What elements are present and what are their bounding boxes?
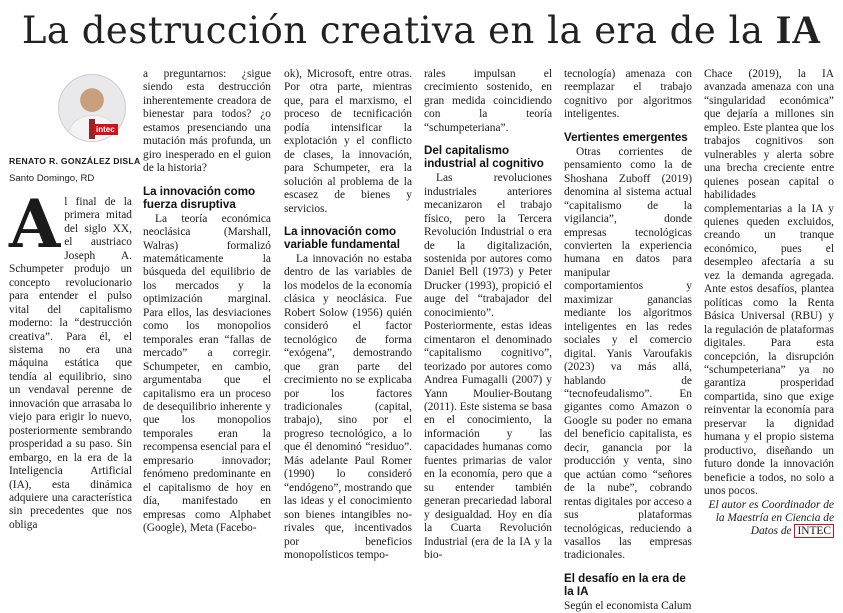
column-6 xyxy=(704,68,834,539)
paragraph: La teoría económica neoclásica (Marshall, Walras) formalizó matemáticamente la búsqueda del equilibrio de los mercados y la optimización marginal. Para ellos, las desviaciones como los monopolios temporales eran “fallas de mercado” a corregir. Schumpeter, en cambio, argumentaba que el capitalismo era un proceso de desequilibrio inherente y que los monopolios temporales eran la recompensa esencial para el empresario innovador; fenómeno predominante en el capitalismo de hoy en día, manifestado en empresas como Alphabet (Google), Meta (Facebo- xyxy=(143,212,271,535)
author-name: RENATO R. GONZÁLEZ DISLA xyxy=(9,156,141,166)
paragraph: ok), Microsoft, entre otras. Por otra parte, mientras que, para el marxismo, el proceso de tecnificación podía intensificar la explotación y el conflicto de clases, la innovación, para Schumpeter, era la solución al problema de la escasez de bienes y servicios. xyxy=(284,68,412,215)
author-credit xyxy=(704,499,834,539)
paragraph: l final de la primera mitad del siglo XX, el austriaco Joseph A. Schumpeter produjo un concepto revolucionario para entender el pulso vital del capitalismo moderno: la “destrucción creativa”. Para él, el sistema no era una máquina estática que tendía al equilibrio, sino un vendaval perenne de innovación que arrasaba lo viejo para erigir lo nuevo, posteriormente sembrando prosperidad a su paso. Sin embargo, en la era de la Inteligencia Artificial (IA), esta dinámica adquiere una característica sin precedentes que nos obliga xyxy=(9,196,132,531)
headline-emphasis: IA xyxy=(775,7,822,52)
headline xyxy=(0,6,843,53)
intec-tag: intec xyxy=(93,124,118,135)
headline-text: La destrucción creativa en la era de la xyxy=(21,9,764,52)
dateline: Santo Domingo, RD xyxy=(9,173,95,184)
paragraph: La innovación no estaba dentro de las variables de los modelos de la economía clásica y neoclásica. Fue Robert Solow (1956) quién consideró el factor tecnológico de forma “exógena”, demostrando que gran parte del crecimiento no se explicaba por los factores tradicionales (capital, trabajo), sino por el progreso tecnológico, a lo que él denominó “residuo”. Más adelante Paul Romer (1990) lo consideró “endógeno”, mostrando que las ideas y el conocimiento son bienes intangibles no-rivales que, incentivados por beneficios monopolísticos tempo- xyxy=(284,252,412,561)
intec-highlight: INTEC xyxy=(794,524,834,538)
drop-cap: A xyxy=(9,185,61,263)
column-2 xyxy=(143,68,271,536)
section-heading: La innovación como variable fundamental xyxy=(284,224,400,251)
column-3 xyxy=(284,68,412,562)
section-heading: Vertientes emergentes xyxy=(564,130,688,144)
section-heading: El desafío en la era de la IA xyxy=(564,571,686,598)
author-credit-text: El autor es Coordinador de la Maestría en Ciencia de Datos de xyxy=(708,498,834,538)
paragraph: rales impulsan el crecimiento sostenido, en gran medida coincidiendo con la teoría “schumpeteriana”. xyxy=(424,68,552,134)
paragraph: Chace (2019), la IA avanzada amenaza con una “singularidad económica” que dejaría a millones sin empleo. Este plantea que los trabajos cognitivos son vulnerables y alerta sobre una brecha creciente entre quienes posean capital o habilidades complementarias a la IA y quienes queden excluidos, creando un tranque económico, pues el desempleo afectaría a su vez la demanda agregada. Ante estos desafíos, plantea políticas como la Renta Básica Universal (RBU) y la regulación de plataformas digitales. Para esta concepción, la disrupción “schumpeteriana” ya no garantiza prosperidad compartida, sino que exige reinventar la economía para preservar la dignidad humana y el propio sistema productivo, diseñando un futuro donde la innovación beneficie a todos, no solo a unos pocos. xyxy=(704,68,835,498)
column-4 xyxy=(424,68,552,562)
column-5 xyxy=(564,68,692,613)
paragraph: tecnología) amenaza con reemplazar el trabajo cognitivo por algoritmos inteligentes. xyxy=(564,68,692,121)
section-heading: Del capitalismo industrial al cognitivo xyxy=(424,144,544,171)
column-1 xyxy=(9,185,132,532)
paragraph: Según el economista Calum xyxy=(564,599,692,612)
section-heading: La innovación como fuerza disruptiva xyxy=(143,184,256,211)
paragraph: a preguntarnos: ¿sigue siendo esta destrucción inherentemente creadora de bienestar para todos? ¿o estamos presenciando una mutación más profunda, un giro inesperado en el guion de la historia? xyxy=(143,68,271,175)
paragraph: Las revoluciones industriales anteriores mecanizaron el trabajo físico, pero la Tercera Revolución Industrial o era de la digitalización, sostenida por autores como Daniel Bell (1973) y Peter Drucker (1993), propició el auge del “trabajador del conocimiento”. Posteriormente, estas ideas cimentaron el denominado “capitalismo cognitivo”, teorizado por autores como Andrea Fumagalli (2007) y Yann Moulier-Boutang (2011). Este sistema se basa en el conocimiento, la información y las capacidades humanas como fuentes primarias de valor en la economía, pero que a su entender también generan precariedad laboral y desigualdad. Hoy en día la Cuarta Revolución Industrial (era de la IA y la bio- xyxy=(424,172,552,561)
paragraph: Otras corrientes de pensamiento como la de Shoshana Zuboff (2019) denomina al sistema actual “capitalismo de la vigilancia”, donde empresas tecnológicas convierten la experiencia humana en datos para manipular comportamientos y maximizar ganancias mediante los algoritmos inteligentes en las redes sociales y el comercio digital. Yanis Varoufakis (2023) va más allá, hablando de “tecnofeudalismo”. En gigantes como Amazon o Google su poder no emana del beneficio capitalista, es decir, ganancia por la producción y venta, sino que actúan como “señores de la nube”, cobrando rentas digitales por acceso a sus plataformas tecnológicas, reduciendo a vasallos las empresas tradicionales. xyxy=(564,145,692,562)
